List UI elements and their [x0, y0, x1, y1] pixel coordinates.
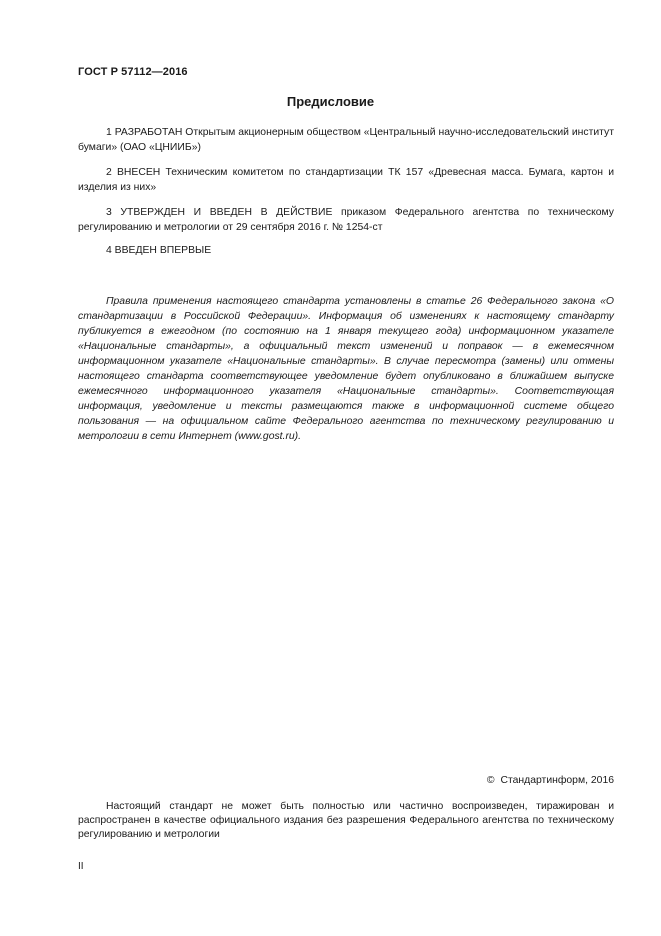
foreword-item-first-introduced: 4 ВВЕДЕН ВПЕРВЫЕ [106, 245, 212, 256]
copyright-icon: © [486, 775, 495, 786]
page-title: Предисловие [286, 94, 375, 109]
copyright-line [487, 775, 614, 786]
copyright-text: Стандартинформ, 2016 [500, 775, 614, 786]
application-rules-notice: Правила применения настоящего стандарта установлены в статье 26 Федерального закона «О стандартизации в Российской Федерации». Информация об изменениях к настоящему стандарту публикуется в ежегодном (по состоянию на 1 января текущего года) информационном указателе «Национальные стандарты», а официальный текст изменений и поправок — в ежемесячном информационном указателе «Национальные стандарты». В случае пересмотра (замены) или отмены настоящего стандарта соответствующее уведомление будет опубликовано в ближайшем выпуске ежемесячного информационного указателя «Национальные стандарты». Соответствующая информация, уведомление и тексты размещаются также в информационной системе общего пользования — на официальном сайте Федерального агентства по техническому регулированию и метрологии в сети Интернет (www.gost.ru). [78, 296, 614, 442]
foreword-item-introduced: 2 ВНЕСЕН Техническим комитетом по стандартизации ТК 157 «Древесная масса. Бумага, картон и изделия из них» [78, 167, 614, 193]
document-code: ГОСТ Р 57112—2016 [78, 66, 188, 78]
page-number: II [78, 861, 84, 872]
foreword-item-approved: 3 УТВЕРЖДЕН И ВВЕДЕН В ДЕЙСТВИЕ приказом Федерального агентства по техническому регулированию и метрологии от 29 сентября 2016 г. № 1254-ст [78, 207, 614, 233]
foreword-item-developed: 1 РАЗРАБОТАН Открытым акционерным обществом «Центральный научно-исследовательский институт бумаги» (ОАО «ЦНИИБ») [78, 127, 614, 153]
reproduction-rights-notice: Настоящий стандарт не может быть полностью или частично воспроизведен, тиражирован и распространен в качестве официального издания без разрешения Федерального агентства по техническому регулированию и метрологии [78, 801, 614, 840]
